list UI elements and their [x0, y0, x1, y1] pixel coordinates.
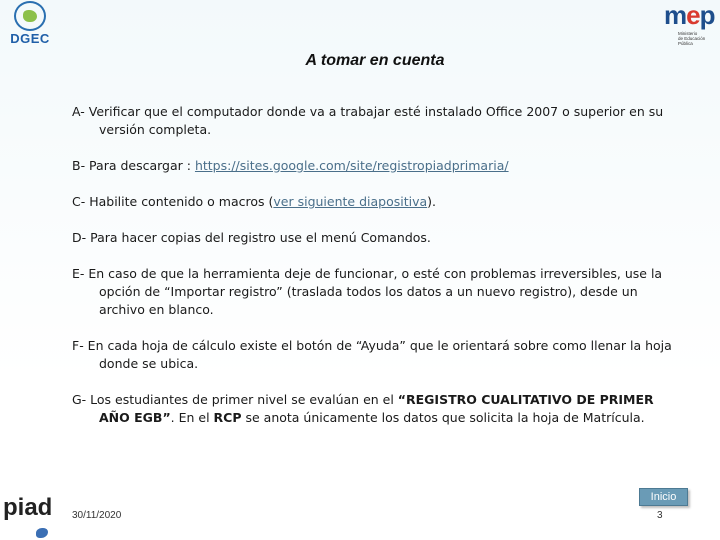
instruction-item-e: E- En caso de que la herramienta deje de funcionar, o esté con problemas irreversibles, use la opción de “Importar registro” (traslada todos los datos a un nuevo registro), desde un archivo en blanco. [72, 266, 663, 317]
instructions-list [72, 103, 672, 427]
instruction-item-f: F- En cada hoja de cálculo existe el botón de “Ayuda” que le orientará sobre como llenar la hoja donde se ubica. [72, 338, 672, 371]
download-link[interactable]: https://sites.google.com/site/registropiadprimaria/ [194, 158, 509, 173]
instruction-item-g: G- Los estudiantes de primer nivel se evalúan en el “REGISTRO CUALITATIVO DE PRIMER AÑO EGB”. En el RCP se anota únicamente los datos que solicita la hoja de Matrícula. [72, 392, 654, 425]
dgec-emblem-icon [14, 1, 46, 31]
mep-logo-subtitle: Ministerio de Educación Pública [678, 31, 706, 46]
instruction-item-c: C- Habilite contenido o macros (ver siguiente diapositiva). [72, 194, 437, 209]
inicio-button[interactable]: Inicio [639, 488, 688, 506]
piad-logo-word: piad [3, 494, 53, 521]
mep-logo [664, 2, 718, 52]
piad-logo [0, 496, 58, 540]
instruction-item-b: B- Para descargar : https://sites.google.com/site/registropiadprimaria/ [72, 158, 509, 173]
piad-emblem-icon [36, 528, 48, 538]
slide-date: 30/11/2020 [72, 510, 122, 521]
instruction-item-d: D- Para hacer copias del registro use el menú Comandos. [72, 230, 431, 245]
page-title: A tomar en cuenta [305, 52, 445, 69]
slide-number: 3 [657, 510, 663, 521]
mep-logo-mark: mep [664, 0, 715, 30]
dgec-logo [2, 0, 58, 48]
instruction-item-a: A- Verificar que el computador donde va a trabajar esté instalado Office 2007 o superior en su versión completa. [72, 104, 664, 137]
dgec-logo-label: DGEC [10, 31, 50, 46]
next-slide-link[interactable]: ver siguiente diapositiva [273, 194, 428, 209]
